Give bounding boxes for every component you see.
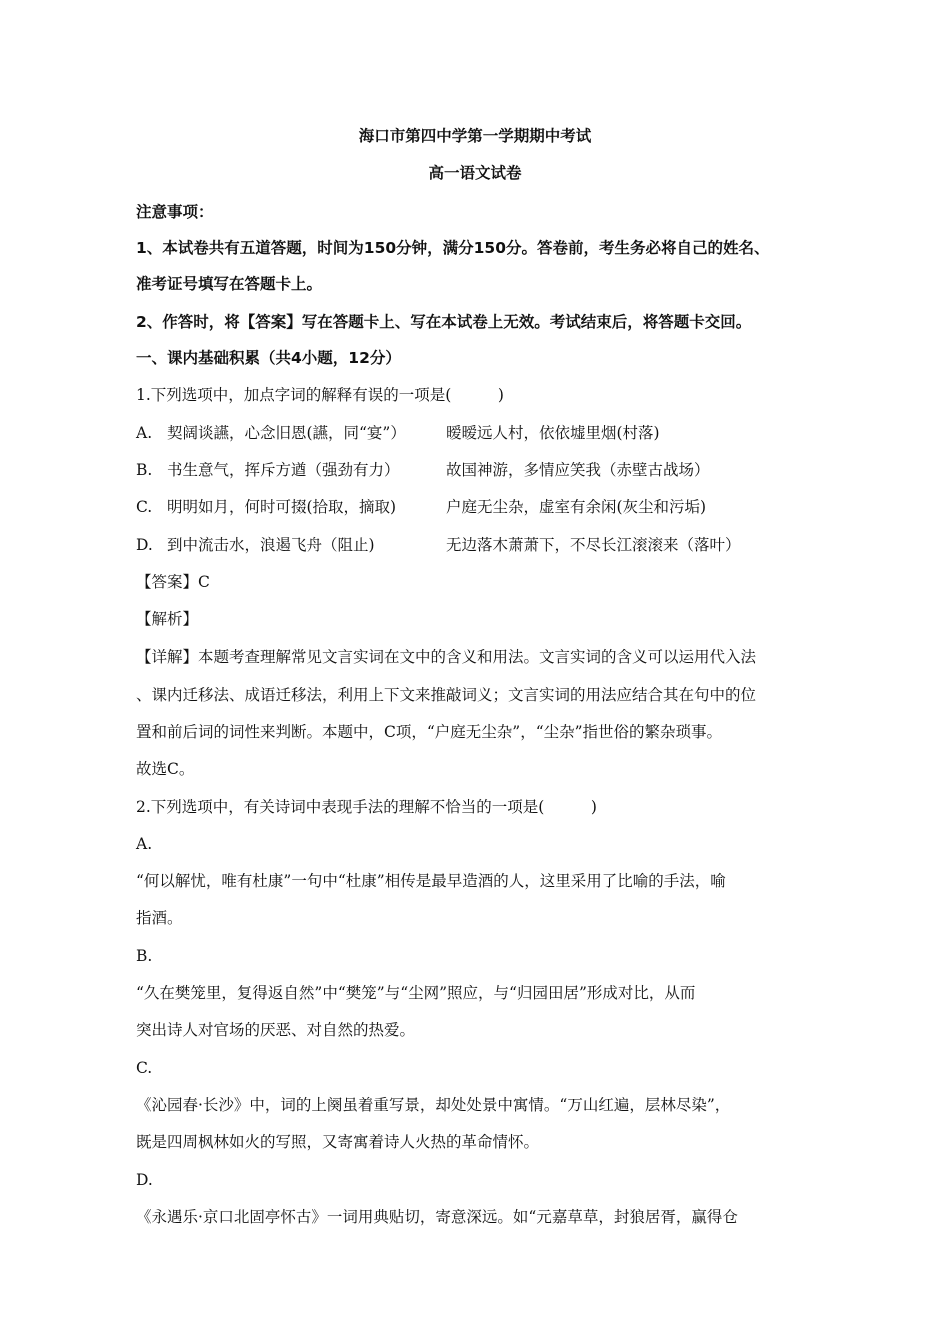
option-left-text: 书生意气，挥斥方遒（强劲有力） bbox=[166, 461, 400, 479]
option-label: A. bbox=[136, 424, 153, 442]
page-title: 海口市第四中学第一学期期中考试 bbox=[358, 127, 592, 145]
notice-item-1: 1、本试卷共有五道答题，时间为150分钟，满分150分。答卷前，考生务必将自己的姓名、 bbox=[136, 239, 770, 257]
notice-heading: 注意事项： bbox=[136, 203, 214, 221]
q1-option-d bbox=[136, 535, 814, 555]
option-right-text: 无边落木萧萧下，不尽长江滚滚来（落叶） bbox=[446, 536, 741, 554]
option-label: B. bbox=[136, 461, 153, 479]
q1-option-b bbox=[136, 460, 814, 480]
notice-item-1-cont: 准考证号填写在答题卡上。 bbox=[136, 275, 323, 293]
q1-option-c bbox=[136, 497, 814, 517]
q1-answer: 【答案】C bbox=[136, 573, 210, 591]
q1-detail-line: 置和前后词的词性来判断。本题中，C项，“户庭无尘杂”，“尘杂”指世俗的繁杂琐事。 bbox=[136, 723, 723, 741]
option-left-text: 明明如月，何时可掇(拾取，摘取) bbox=[166, 498, 397, 516]
q2-option-d-text: 《永遇乐·京口北固亭怀古》一词用典贴切，寄意深远。如“元嘉草草，封狼居胥，赢得仓 bbox=[136, 1208, 738, 1226]
option-label: D. bbox=[136, 536, 153, 554]
section-heading: 一、课内基础积累（共4小题，12分） bbox=[136, 349, 401, 367]
q2-option-d-label: D. bbox=[136, 1171, 153, 1189]
q1-detail-line: 故选C。 bbox=[136, 760, 195, 778]
option-right-text: 户庭无尘杂，虚室有余闲(灰尘和污垢) bbox=[446, 498, 707, 516]
q1-analysis-heading: 【解析】 bbox=[136, 610, 199, 628]
q1-detail-line: 【详解】本题考查理解常见文言实词在文中的含义和用法。文言实词的含义可以运用代入法 bbox=[136, 648, 757, 666]
option-right-text: 暧暧远人村，依依墟里烟(村落) bbox=[446, 424, 660, 442]
q2-option-b-text: “久在樊笼里，复得返自然”中“樊笼”与“尘网”照应，与“归园田居”形成对比，从而 bbox=[136, 984, 696, 1002]
q2-option-a-text: 指酒。 bbox=[136, 909, 183, 927]
q2-option-c-text: 既是四周枫林如火的写照，又寄寓着诗人火热的革命情怀。 bbox=[136, 1133, 540, 1151]
notice-item-2: 2、作答时，将【答案】写在答题卡上、写在本试卷上无效。考试结束后，将答题卡交回。 bbox=[136, 313, 752, 331]
q2-option-b-label: B. bbox=[136, 947, 153, 965]
option-right-text: 故国神游，多情应笑我（赤壁古战场） bbox=[446, 461, 710, 479]
q1-detail-line: 、课内迁移法、成语迁移法，利用上下文来推敲词义；文言实词的用法应结合其在句中的位 bbox=[136, 686, 757, 704]
option-left-text: 到中流击水，浪遏飞舟（阻止) bbox=[166, 536, 375, 554]
q2-option-c-label: C. bbox=[136, 1059, 153, 1077]
option-left-text: 契阔谈讌，心念旧恩(讌，同“宴”） bbox=[166, 424, 406, 442]
q2-option-a-text: “何以解忧，唯有杜康”一句中“杜康”相传是最早造酒的人，这里采用了比喻的手法，喻 bbox=[136, 872, 726, 890]
option-label: C. bbox=[136, 498, 153, 516]
question-2-stem: 2.下列选项中，有关诗词中表现手法的理解不恰当的一项是( ) bbox=[136, 798, 597, 816]
q2-option-a-label: A. bbox=[136, 835, 153, 853]
q1-option-a bbox=[136, 423, 814, 443]
q2-option-b-text: 突出诗人对官场的厌恶、对自然的热爱。 bbox=[136, 1021, 416, 1039]
page-subtitle: 高一语文试卷 bbox=[428, 164, 522, 182]
question-1-stem: 1.下列选项中，加点字词的解释有误的一项是( ) bbox=[136, 386, 504, 404]
q2-option-c-text: 《沁园春·长沙》中，词的上阕虽着重写景，却处处景中寓情。“万山红遍，层林尽染”， bbox=[136, 1096, 731, 1114]
